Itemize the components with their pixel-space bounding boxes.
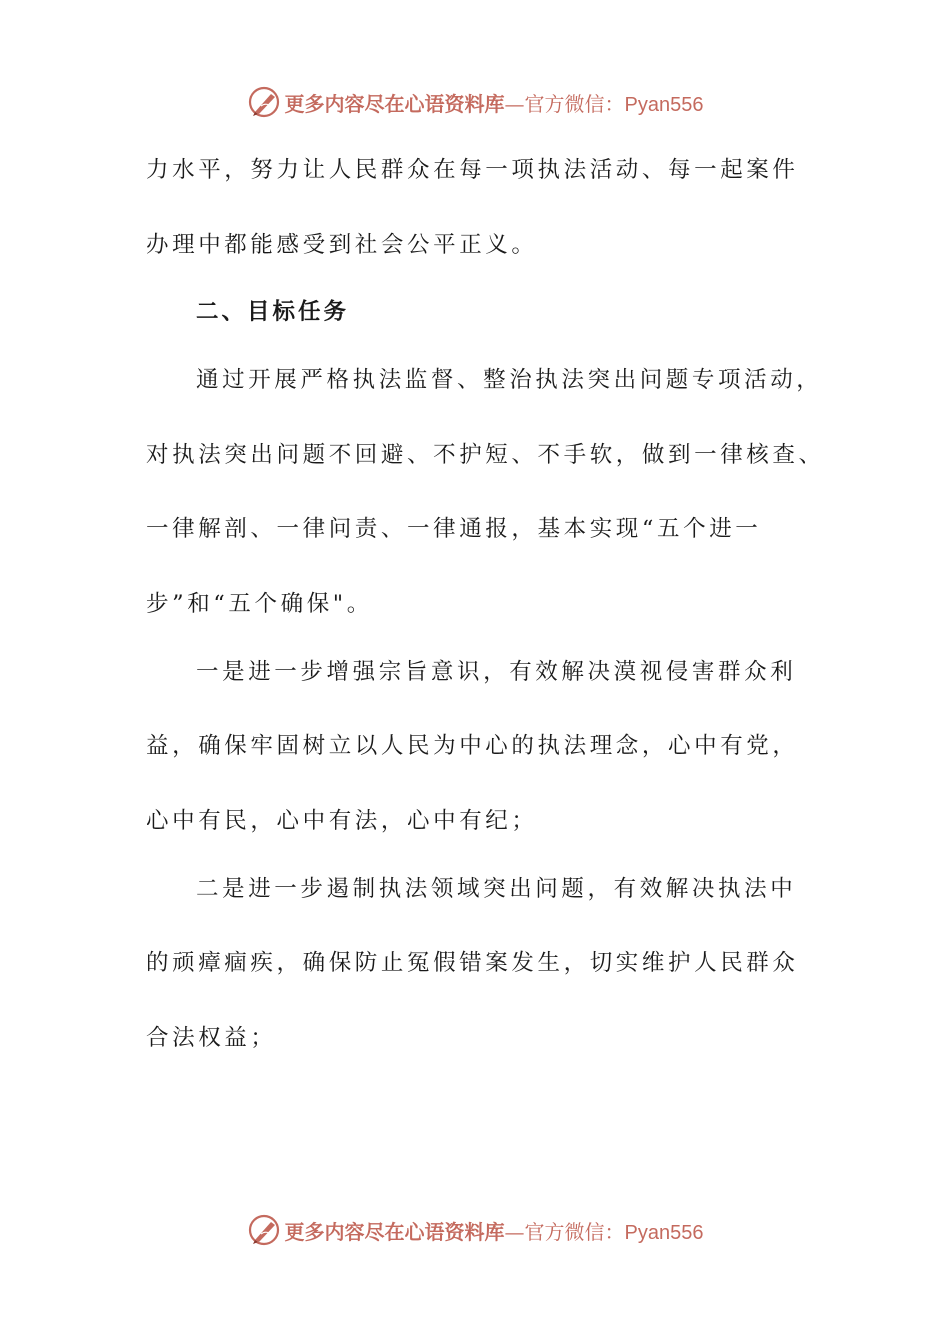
paragraph-line: 二是进一步遏制执法领域突出问题，有效解决执法中 bbox=[196, 876, 797, 902]
header-watermark bbox=[0, 82, 950, 122]
pen-logo-icon bbox=[247, 1213, 281, 1247]
section-heading: 二、目标任务 bbox=[196, 299, 350, 325]
paragraph-line: 合法权益； bbox=[146, 1025, 277, 1051]
paragraph-line: 力水平，努力让人民群众在每一项执法活动、每一起案件 bbox=[146, 157, 799, 183]
watermark-text: 更多内容尽在心语资料库—官方微信：Pyan556 bbox=[284, 91, 704, 116]
paragraph-line: 通过开展严格执法监督、整治执法突出问题专项活动， bbox=[196, 367, 823, 393]
paragraph-line: 步”和“五个确保"。 bbox=[146, 591, 373, 617]
paragraph-line: 心中有民，心中有法，心中有纪； bbox=[146, 808, 538, 834]
footer-watermark bbox=[0, 1210, 950, 1250]
paragraph-line: 办理中都能感受到社会公平正义。 bbox=[146, 232, 538, 258]
paragraph-line: 一律解剖、一律问责、一律通报，基本实现“五个进一 bbox=[146, 516, 762, 542]
paragraph-line: 益，确保牢固树立以人民为中心的执法理念，心中有党， bbox=[146, 733, 799, 759]
watermark-text: 更多内容尽在心语资料库—官方微信：Pyan556 bbox=[284, 1219, 704, 1244]
pen-logo-icon bbox=[247, 85, 281, 119]
paragraph-line: 对执法突出问题不回避、不护短、不手软，做到一律核查、 bbox=[146, 442, 825, 468]
paragraph-line: 的顽瘴痼疾，确保防止冤假错案发生，切实维护人民群众 bbox=[146, 950, 799, 976]
paragraph-line: 一是进一步增强宗旨意识，有效解决漠视侵害群众利 bbox=[196, 659, 797, 685]
